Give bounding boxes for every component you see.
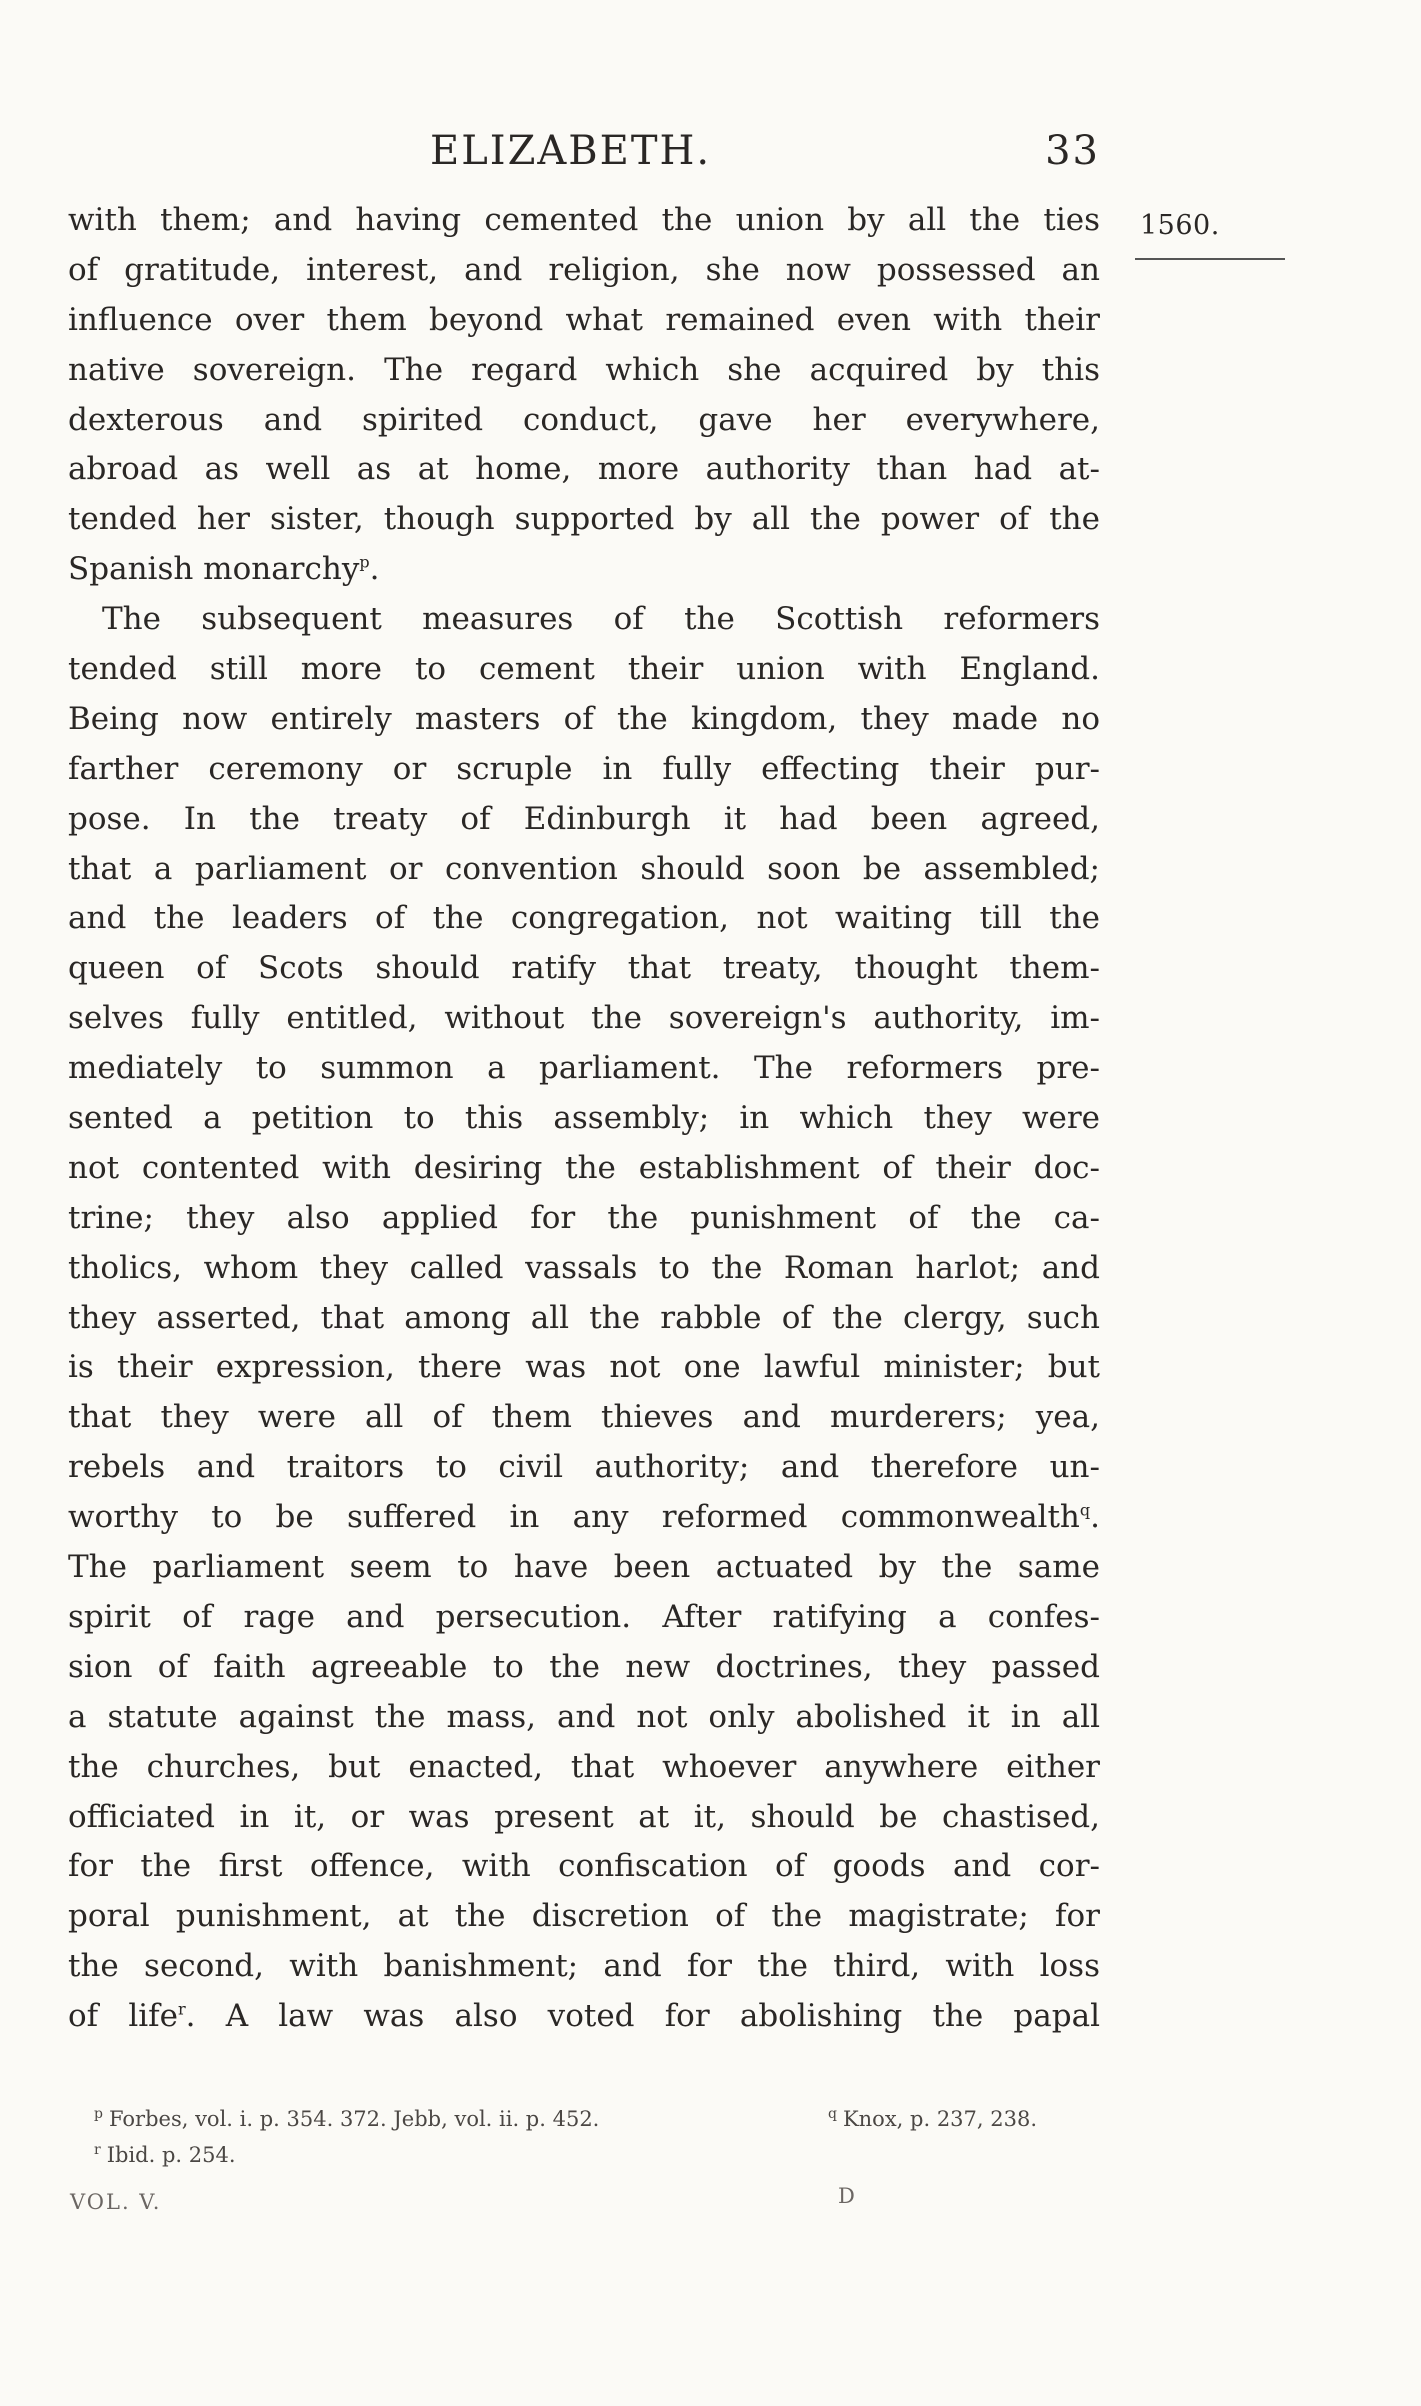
footnote-row: [68, 2101, 1100, 2137]
text-line: queen of Scots should ratify that treaty, thought them-: [68, 950, 1100, 987]
footnote-row: [68, 2137, 1100, 2173]
text-line: native sovereign. The regard which she acquired by this: [68, 351, 1100, 388]
text-line: is their expression, there was not one lawful minister; but: [68, 1349, 1100, 1386]
line-text: . A law was also voted for abolishing the papal: [185, 1998, 1100, 2035]
line-text: of life: [68, 1998, 178, 2035]
text-line: dexterous and spirited conduct, gave her everywhere,: [68, 401, 1100, 438]
text-line: with them; and having cemented the union by all the ties: [68, 202, 1100, 238]
text-line: mediately to summon a parliament. The reformers pre-: [68, 1050, 1100, 1087]
text-line: a statute against the mass, and not only abolished it in all: [68, 1698, 1100, 1735]
text-line: the churches, but enacted, that whoever anywhere either: [68, 1748, 1100, 1785]
text-line: and the leaders of the congregation, not waiting till the: [68, 900, 1100, 937]
text-line: they asserted, that among all the rabble of the clergy, such: [68, 1299, 1100, 1336]
footnote-mark: p: [94, 2106, 103, 2122]
text-line: tended still more to cement their union with England.: [68, 651, 1100, 688]
footnote-r: [94, 2137, 236, 2173]
text-line: that a parliament or convention should soon be assembled;: [68, 850, 1100, 887]
body-text: [68, 196, 1100, 2042]
footnote-text: Forbes, vol. i. p. 354. 372. Jebb, vol. ii. p. 452.: [108, 2107, 600, 2131]
text-line: [68, 1493, 1100, 1543]
footnote-mark: q: [828, 2106, 837, 2122]
text-line: Being now entirely masters of the kingdom, they made no: [68, 700, 1100, 737]
text-line: [68, 1992, 1100, 2042]
footnote-mark: r: [94, 2142, 101, 2158]
footnote-ref-r[interactable]: r: [177, 1999, 186, 2019]
footnote-ref-p[interactable]: p: [359, 552, 370, 572]
text-line: selves fully entitled, without the sovereign's authority, im-: [68, 1000, 1100, 1037]
footnote-ref-q[interactable]: q: [1079, 1500, 1091, 1520]
signature-line: [68, 2184, 1100, 2230]
text-line: not contented with desiring the establishment of their doc-: [68, 1149, 1100, 1186]
footnote-q: [828, 2101, 1037, 2137]
line-text: worthy to be suffered in any reformed commonwealth: [68, 1499, 1080, 1536]
margin-rule: [1135, 258, 1285, 260]
text-line: pose. In the treaty of Edinburgh it had been agreed,: [68, 800, 1100, 837]
line-period: .: [369, 551, 380, 588]
footnote-text: Knox, p. 237, 238.: [842, 2107, 1038, 2131]
text-line: farther ceremony or scruple in fully effecting their pur-: [68, 750, 1100, 787]
text-line: influence over them beyond what remained even with their: [68, 301, 1100, 338]
text-line: rebels and traitors to civil authority; and therefore un-: [68, 1449, 1100, 1486]
text-line: spirit of rage and persecution. After ratifying a confes-: [68, 1598, 1100, 1635]
text-line: abroad as well as at home, more authority than had at-: [68, 451, 1100, 488]
footnote-text: Ibid. p. 254.: [106, 2143, 236, 2167]
line-text: Spanish monarchy: [68, 551, 360, 588]
text-line: of gratitude, interest, and religion, she now possessed an: [68, 251, 1100, 288]
page-number: 33: [1045, 128, 1100, 174]
line-period: .: [1090, 1499, 1100, 1536]
text-line: sion of faith agreeable to the new doctrines, they passed: [68, 1648, 1100, 1685]
text-line: poral punishment, at the discretion of the magistrate; for: [68, 1898, 1100, 1935]
footnotes: [68, 2101, 1100, 2173]
text-line: for the first offence, with confiscation of goods and cor-: [68, 1848, 1100, 1885]
text-line: tholics, whom they called vassals to the Roman harlot; and: [68, 1249, 1100, 1286]
text-line: tended her sister, though supported by all the power of the: [68, 501, 1100, 538]
text-line: The subsequent measures of the Scottish reformers: [102, 601, 1100, 638]
text-line: [68, 545, 1100, 595]
text-line: that they were all of them thieves and murderers; yea,: [68, 1399, 1100, 1436]
text-line: sented a petition to this assembly; in which they were: [68, 1100, 1100, 1137]
running-header: [60, 118, 1100, 178]
margin-year-note: 1560.: [1140, 210, 1220, 241]
text-line: trine; they also applied for the punishment of the ca-: [68, 1199, 1100, 1236]
signature-mark: D: [838, 2184, 857, 2208]
footnote-p: [94, 2101, 599, 2137]
text-line: The parliament seem to have been actuated by the same: [68, 1549, 1100, 1586]
text-line: the second, with banishment; and for the third, with loss: [68, 1948, 1100, 1985]
volume-label: VOL. V.: [70, 2190, 162, 2214]
text-line: officiated in it, or was present at it, should be chastised,: [68, 1798, 1100, 1835]
running-title: ELIZABETH.: [430, 128, 712, 174]
